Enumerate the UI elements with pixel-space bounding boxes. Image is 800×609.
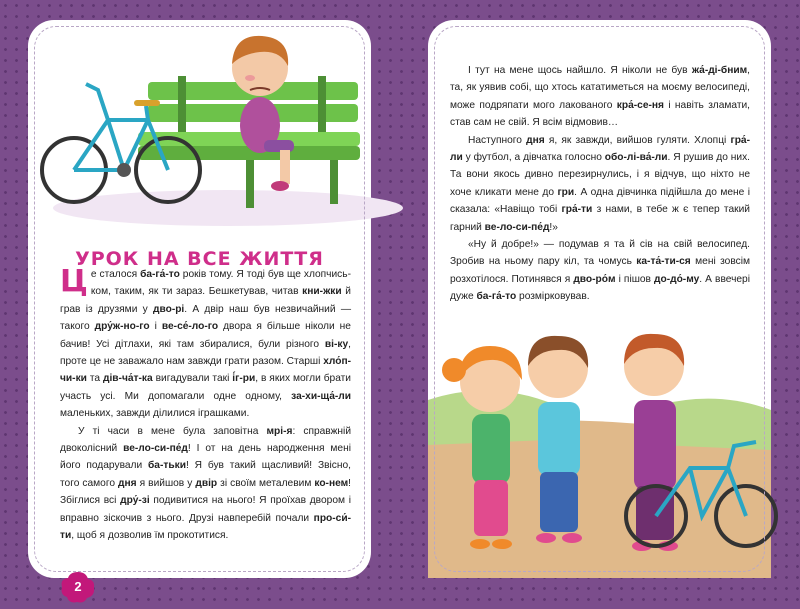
text-run: : справжній двоколісний xyxy=(60,425,352,455)
left-page xyxy=(28,20,371,594)
text-run: я вийшов у xyxy=(136,477,196,489)
emphasized-word: хло́п-чи-ки xyxy=(60,356,351,385)
page-number-badge xyxy=(60,570,96,604)
emphasized-word: гри xyxy=(557,186,575,198)
emphasized-word: дво-рі xyxy=(153,303,185,315)
text-run: ! Збіглися всі xyxy=(60,477,352,507)
text-run: маленьких, завжди ділилися іграшками. xyxy=(60,408,250,420)
emphasized-word: ба-тьки xyxy=(148,460,186,472)
text-run: ! І от на день народження мені його подарували xyxy=(60,443,351,472)
text-run: подивитися на нього! Я проїхав двором і вправно зіскочив з нього. Друзі навперебій почали xyxy=(60,495,351,524)
text-run: Наступного xyxy=(468,134,527,146)
text-run: я, як завжди, вийшов гуляти. Хлопці xyxy=(544,134,731,146)
text-run: ! Я був такий щасливий! Звісно, того самого xyxy=(60,460,351,489)
text-run: з нами, в тебе ж є тепер такий гарний xyxy=(450,204,750,233)
emphasized-word: ве-ло-си-пе́д xyxy=(123,443,188,455)
text-run: е сталося xyxy=(90,269,141,280)
emphasized-word: кни-жки xyxy=(302,286,342,298)
emphasized-word: ка-та́-ти-ся xyxy=(636,256,691,268)
emphasized-word: ві-ку xyxy=(324,338,349,350)
emphasized-word: за-хи-ща́-ли xyxy=(291,390,351,402)
text-run: вигадували такі xyxy=(152,373,233,385)
text-run: І тут на мене щось найшло. Я ніколи не був xyxy=(468,65,692,76)
emphasized-word: двір xyxy=(195,477,218,489)
text-run: . А двір наш був незвичайний — такого xyxy=(60,303,352,333)
paragraph xyxy=(450,62,750,132)
emphasized-word: кра́-се-ня xyxy=(616,99,664,111)
text-run: зі своїм металевим xyxy=(217,477,315,489)
emphasized-word: дня xyxy=(118,477,137,489)
text-run: !» xyxy=(549,221,558,233)
emphasized-word: ве-ло-си-пе́д xyxy=(484,221,550,233)
emphasized-word: дру́-зі xyxy=(120,495,150,507)
paragraph xyxy=(450,132,750,236)
text-run: , проте це не заважало нам завжди грати разом. Старші xyxy=(60,338,351,368)
text-run: розмірковував. xyxy=(516,291,590,303)
left-page-text xyxy=(60,266,351,545)
emphasized-word: обо-лі-ва́-ли xyxy=(604,152,668,164)
text-run: . А ввечері дуже xyxy=(450,273,750,303)
text-run: . А одна дівчинка підійшла до мене і сказала: «Навіщо тобі xyxy=(450,186,751,216)
text-run: мені зовсім розхотілося. Потинявся я xyxy=(450,256,750,285)
drop-cap: Ц xyxy=(60,264,88,299)
text-run: років тому. Я тоді був ще хлопчись-ком, таким, як ти зараз. Бешкетував, читав xyxy=(90,269,351,298)
right-page-text xyxy=(450,62,750,306)
paragraph xyxy=(60,266,351,423)
emphasized-word: ко-нем xyxy=(314,477,349,489)
paragraph xyxy=(450,236,750,306)
text-run: , та, як уявив собі, що хтось кататиметься на моєму велосипеді, може подряпати мого лакованого xyxy=(450,65,750,111)
emphasized-word: ве-се́-ло-го xyxy=(161,321,219,333)
emphasized-word: ба-га́-то xyxy=(140,269,180,280)
paragraph xyxy=(60,423,351,545)
emphasized-word: і́г-ри xyxy=(232,373,256,385)
text-run: та xyxy=(86,373,103,385)
text-run: у футбол, а дівчатка голосно xyxy=(462,152,605,164)
emphasized-word: ба-га́-то xyxy=(476,291,517,303)
text-run: і пішов xyxy=(615,273,655,285)
three-children-with-bicycle-icon xyxy=(428,310,771,578)
text-run: «Ну й добре!» — подумав я та й сів на свій велосипед. Зробив на ньому пару кіл, та чомусь xyxy=(450,239,750,268)
text-run: , в яких могли брати участь усі. Ми допомагали одне одному, xyxy=(60,373,351,402)
emphasized-word: гра́-ли xyxy=(450,134,750,164)
emphasized-word: дру́ж-но-го xyxy=(94,321,150,333)
boy-on-bench-with-bicycle-icon xyxy=(28,20,371,235)
text-run: і навіть зламати, став сам не свій. Я всім відмовив… xyxy=(450,99,751,129)
emphasized-word: жа́-ді-бним xyxy=(691,65,748,76)
text-run: , щоб я дозволив їм прокотитися. xyxy=(71,530,229,542)
page-number: 2 xyxy=(74,579,82,594)
text-run: двора я більше ніколи не бачив! Усі дітлахи, які там збиралися, були різного xyxy=(60,321,351,350)
text-run: й грав із друзями у xyxy=(60,286,351,315)
emphasized-word: гра́-ти xyxy=(561,204,593,216)
right-page xyxy=(428,20,771,578)
emphasized-word: дво-ро́м xyxy=(573,273,616,285)
story-title: УРОК НА ВСЕ ЖИТТЯ xyxy=(75,248,324,270)
emphasized-word: дів-ча́т-ка xyxy=(103,373,153,385)
text-run: . Я рушив до них. Та вони якось дивно перезирнулись, і я відчув, що ніхто не хоче кликати мене до xyxy=(450,152,751,198)
emphasized-word: дня xyxy=(526,134,545,146)
emphasized-word: про-си́-ти xyxy=(60,512,351,542)
text-run: і xyxy=(149,321,162,333)
emphasized-word: до-до́-му xyxy=(654,273,700,285)
emphasized-word: мрі-я xyxy=(266,425,293,437)
text-run: У ті часи в мене була заповітна xyxy=(78,425,267,437)
